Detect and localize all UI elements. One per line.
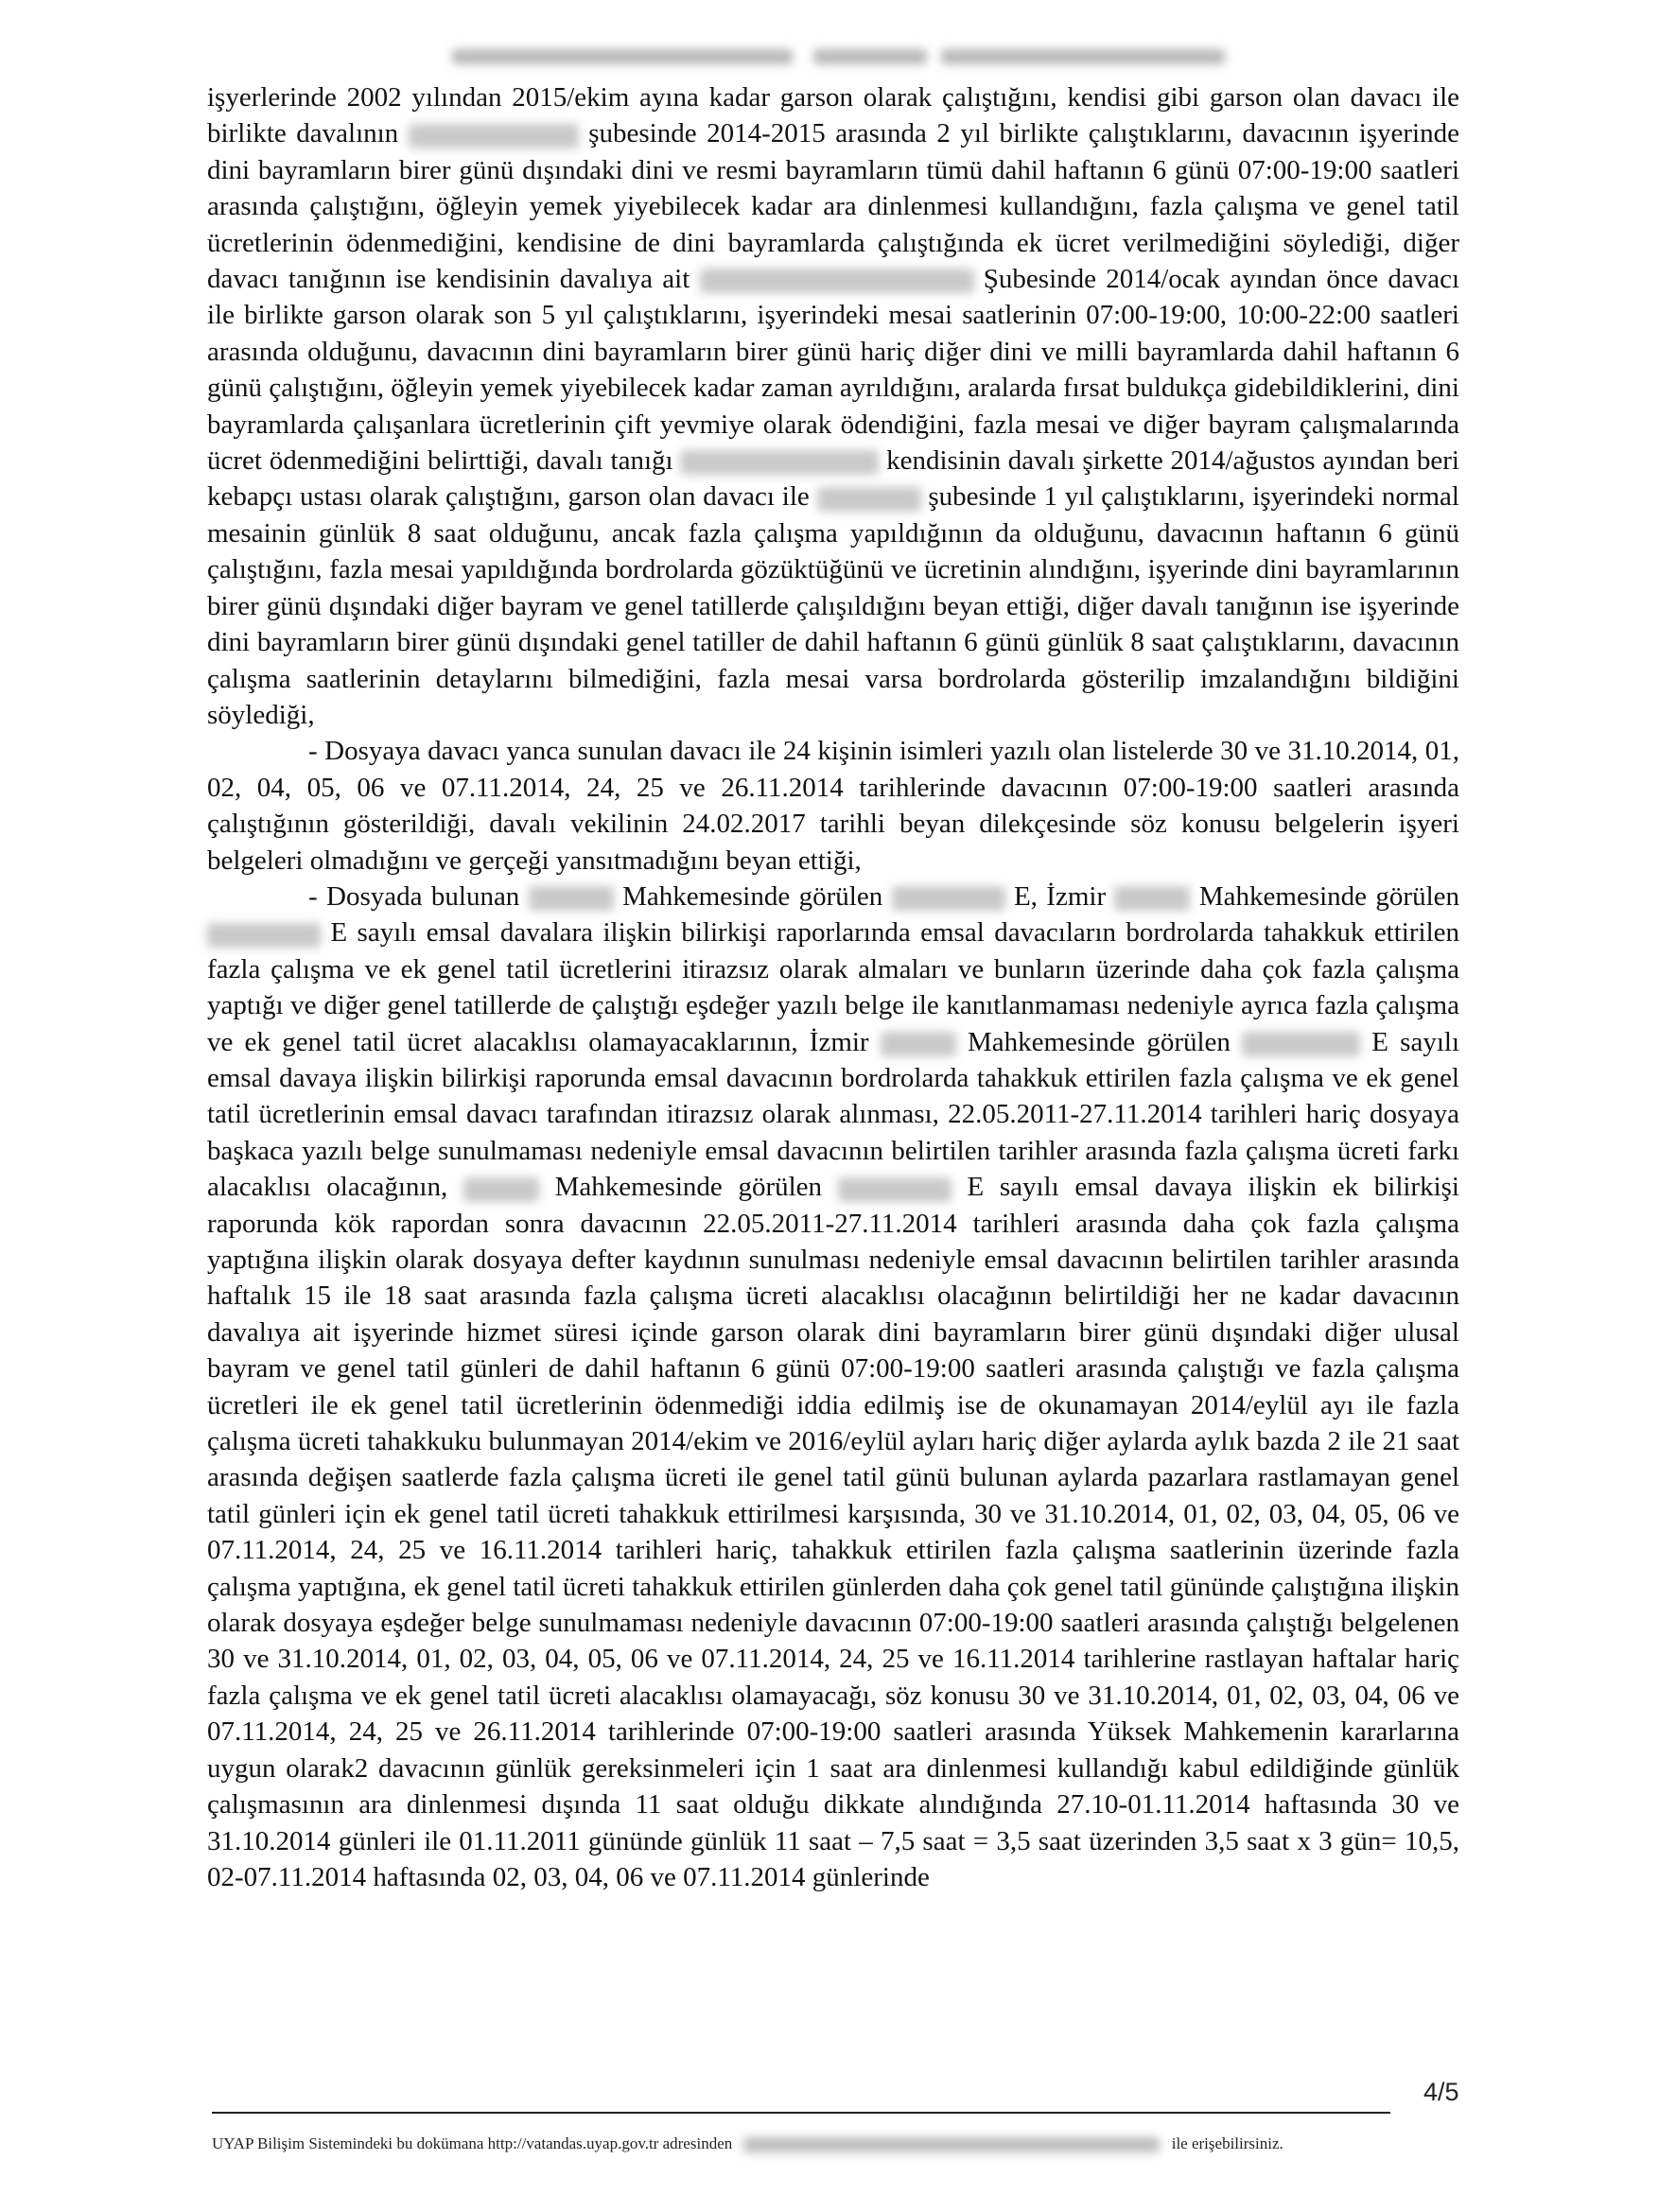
redacted-text xyxy=(838,1177,951,1202)
redacted-file-number xyxy=(941,49,1225,64)
redacted-text xyxy=(409,124,579,148)
footer-suffix: ile erişebilirsiniz. xyxy=(1171,2134,1283,2152)
paragraph-text: E, İzmir xyxy=(1004,880,1115,912)
paragraph-text: şubesinde 2014-2015 arasında 2 yıl birlikte çalıştıklarını, davacının işyerinde dini bayramların birer günü dışındaki dini ve resmi bayramların tümü dahil haftanın 6 günü 07:00-19:00 saatleri arasında çalıştığını, öğleyin yemek yiyebilecek kadar ara dinlenmesi kullandığını, fazla çalışma ve genel tatil ücretlerinin ödenmediğini, kendisine de dini bayramlarda çalıştığında ek ücret verilmediğini söylediği, diğer davacı tanığının ise kendisinin davalıya ait xyxy=(207,118,1459,295)
paragraph-text: E sayılı emsal davaya ilişkin bilirkişi raporunda emsal davacının bordrolarda tahakkuk ettirilen fazla çalışma ve ek genel tatil ücretlerinin emsal davacı tarafından itirazsız olarak alınması, 22.05.2011-27.11.2014 tarihleri hariç dosyaya başkaca yazılı belge sunulmaması nedeniyle emsal davacının belirtilen tarihler arasında fazla çalışma ücreti farkı alacaklısı olacağının, xyxy=(207,1026,1459,1203)
paragraph xyxy=(207,733,1459,879)
paragraph-text: Mahkemesinde görülen xyxy=(613,880,892,912)
redacted-verification-code xyxy=(743,2137,1160,2152)
redacted-text xyxy=(1242,1032,1360,1056)
paragraph xyxy=(207,879,1459,1895)
redacted-text xyxy=(529,886,614,911)
paragraph-text: Mahkemesinde görülen xyxy=(538,1172,838,1203)
document-body xyxy=(207,79,1459,1895)
paragraph-text: işyerlerinde 2002 yılından 2015/ekim ayına kadar garson olarak çalıştığını, kendisi gibi garson olan davacı ile birlikte davalının xyxy=(207,82,1459,149)
paragraph-text: Mahkemesinde görülen xyxy=(1190,880,1459,912)
paragraph-text: - Dosyaya davacı yanca sunulan davacı ile 24 kişinin isimleri yazılı olan listelerde 30 ve 31.10.2014, 01, 02, 04, 05, 06 ve 07.11.2014, 24, 25 ve 26.11.2014 tarihlerinde davacının 07:00-19:00 saatleri arasında çalıştığının gösterildiği, davalı vekilinin 24.02.2017 tarihli beyan dilekçesinde söz konusu belgelerin işyeri belgeleri olmadığını ve gerçeği yansıtmadığını beyan ettiği, xyxy=(207,736,1459,876)
paragraph-text: E sayılı emsal davalara ilişkin bilirkişi raporlarında emsal davacıların bordrolarda tahakkuk ettirilen fazla çalışma ve ek genel tatil ücretlerini itirazsız olarak almaları ve bunların üzerinde daha çok fazla çalışma yaptığı ve diğer genel tatillerde de çalıştığı eşdeğer yazılı belge ile kanıtlanmaması nedeniyle ayrıca fazla çalışma ve ek genel tatil ücret alacaklısı olamayacaklarının, İzmir xyxy=(207,917,1459,1057)
redacted-text xyxy=(680,450,879,475)
redacted-text xyxy=(892,886,1005,911)
footer-divider xyxy=(212,2112,1390,2114)
redacted-court-name xyxy=(452,49,793,64)
redacted-text xyxy=(463,1177,539,1202)
document-footer xyxy=(212,2134,1460,2153)
paragraph-text: - Dosyada bulunan xyxy=(308,880,529,912)
redacted-file-label xyxy=(813,49,927,64)
paragraph-text: E sayılı emsal davaya ilişkin ek bilirkişi raporunda kök rapordan sonra davacının 22.05.2011-27.11.2014 tarihleri arasında daha çok fazla çalışma yaptığına ilişkin olarak dosyaya defter kaydının sunulması nedeniyle emsal davacının belirtilen tarihler arasında haftalık 15 ile 18 saat arasında fazla çalışma ücreti alacaklısı olacağının belirtildiği her ne kadar davacının davalıya ait işyerinde hizmet süresi içinde garson olarak dini bayramların birer günü dışındaki diğer ulusal bayram ve genel tatil günleri de dahil haftanın 6 günü 07:00-19:00 saatleri arasında çalıştığı ve fazla çalışma ücretleri ile ek genel tatil ücretlerinin ödenmediği iddia edilmiş ise de okunamayan 2014/eylül ayı ile fazla çalışma ücreti tahakkuku bulunmayan 2014/ekim ve 2016/eylül ayları hariç diğer aylarda aylık bazda 2 ile 21 saat arasında değişen saatlerde fazla çalışma ücreti ile genel tatil günü bulunan aylarda pazarlara rastlamayan genel tatil günleri için ek genel tatil ücreti tahakkuk ettirilmesi karşısında, 30 ve 31.10.2014, 01, 02, 03, 04, 05, 06 ve 07.11.2014, 24, 25 ve 16.11.2014 tarihleri hariç, tahakkuk ettirilen fazla çalışma saatlerinin üzerinde fazla çalışma yaptığına, ek genel tatil ücreti tahakkuk ettirilen günlerden daha çok genel tatil gününde çalıştığına ilişkin olarak dosyaya eşdeğer belge sunulmaması nedeniyle davacının 07:00-19:00 saatleri arasında çalıştığı belgelenen 30 ve 31.10.2014, 01, 02, 03, 04, 05, 06 ve 07.11.2014, 24, 25 ve 16.11.2014 tarihlerine rastlayan haftalar hariç fazla çalışma ve ek genel tatil ücreti alacaklısı olamayacağı, söz konusu 30 ve 31.10.2014, 01, 02, 03, 04, 06 ve 07.11.2014, 24, 25 ve 26.11.2014 tarihlerinde 07:00-19:00 saatleri arasında Yüksek Mahkemenin kararlarına uygun olarak2 davacının günlük gereksinmeleri için 1 saat ara dinlenmesi kullandığı kabul edildiğinde günlük çalışmasının ara dinlenmesi dışında 11 saat olduğu dikkate alındığında 27.10-01.11.2014 haftasında 30 ve 31.10.2014 günleri ile 01.11.2011 gününde günlük 11 saat – 7,5 saat = 3,5 saat üzerinden 3,5 saat x 3 gün= 10,5, 02-07.11.2014 haftasında 02, 03, 04, 06 ve 07.11.2014 günlerinde xyxy=(207,1172,1459,1892)
page-number: 4/5 xyxy=(1423,2078,1459,2106)
redacted-text xyxy=(700,269,974,293)
paragraph-text: şubesinde 1 yıl çalıştıklarını, işyerindeki normal mesainin günlük 8 saat olduğunu, ancak fazla çalışma yapıldığının da olduğunu, davacının haftanın 6 günü çalıştığını, fazla mesai yapıldığında bordrolarda gözüktüğünü ve ücretinin alındığını, işyerinde dini bayramlarının birer günü dışındaki diğer bayram ve genel tatillerde çalışıldığını beyan ettiği, diğer davalı tanığının ise işyerinde dini bayramların birer günü dışındaki genel tatiller de dahil haftanın 6 günü günlük 8 saat çalıştıklarını, davacının çalışma saatlerinin detaylarını bilmediğini, fazla mesai varsa bordrolarda gösterilip imzalandığını bildiğini söylediği, xyxy=(207,481,1459,730)
paragraph-text: Şubesinde 2014/ocak ayından önce davacı ile birlikte garson olarak son 5 yıl çalıştıklarını, işyerindeki mesai saatlerinin 07:00-19:00, 10:00-22:00 saatleri arasında olduğunu, davacının dini bayramların birer günü hariç diğer dini ve milli bayramlarda dahil haftanın 6 günü çalıştığını, öğleyin yemek yiyebilecek kadar zaman ayrıldığını, aralarda fırsat buldukça gidebildiklerini, dini bayramlarda çalışanlara ücretlerinin çift yevmiye olarak ödendiğini, fazla mesai ve diğer bayram çalışmalarında ücret ödenmediğini belirttiği, davalı tanığı xyxy=(207,264,1460,477)
footer-prefix: UYAP Bilişim Sistemindeki bu dokümana http://vatandas.uyap.gov.tr adresinden xyxy=(212,2134,733,2152)
paragraph-text: Mahkemesinde görülen xyxy=(955,1026,1243,1057)
redacted-text xyxy=(881,1032,956,1056)
redacted-text xyxy=(207,923,321,948)
paragraph xyxy=(207,79,1459,733)
redacted-text xyxy=(817,487,921,512)
redacted-text xyxy=(1114,886,1190,911)
document-header xyxy=(0,45,1676,65)
paragraph-text: kendisinin davalı şirkette 2014/ağustos ayından beri kebapçı ustası olarak çalıştığını, garson olan davacı ile xyxy=(207,445,1459,513)
